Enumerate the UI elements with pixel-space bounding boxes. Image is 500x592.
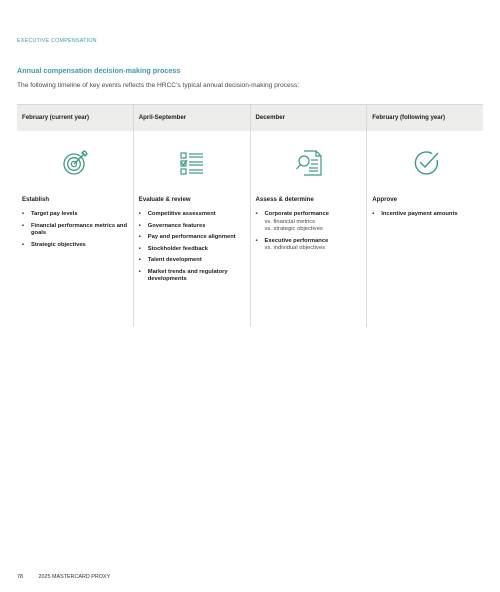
checkmark-circle-icon (411, 148, 441, 178)
item-list (256, 211, 363, 253)
list-item: • Pay and performance alignment (139, 234, 246, 242)
document-name: 2025 MASTERCARD PROXY (38, 574, 111, 580)
list-item: • Executive performance vs. individual objectives (256, 238, 363, 253)
timeline-column-establish (17, 131, 133, 327)
list-item: • Financial performance metrics and goals (22, 223, 129, 238)
page-footer (17, 574, 124, 580)
timeline-header-row (17, 104, 483, 131)
page-number: 78 (17, 574, 23, 580)
list-item-detail: vs. financial metrics (264, 218, 316, 225)
item-list (22, 211, 129, 249)
list-item-detail: vs. strategic objectives (264, 226, 323, 232)
column-title: Evaluate & review (138, 196, 191, 203)
list-item: • Target pay levels (22, 211, 129, 219)
timeline-table (17, 104, 483, 327)
target-icon (60, 148, 90, 178)
list-item: • Corporate performance vs. financial metrics vs. strategic objectives (256, 211, 363, 234)
list-item-detail: vs. individual objectives (264, 245, 326, 251)
list-item: • Governance features (139, 223, 246, 231)
period-header: April-September (133, 105, 250, 131)
section-label: EXECUTIVE COMPENSATION (17, 38, 97, 44)
list-item: • Talent development (139, 257, 246, 265)
list-item: • Incentive payment amounts (372, 211, 479, 219)
list-item: • Stockholder feedback (139, 246, 246, 254)
list-item: • Competitive assessment (139, 211, 246, 219)
checklist-icon (177, 148, 207, 178)
timeline-body-row (17, 131, 483, 327)
item-list (372, 211, 479, 219)
list-item: • Market trends and regulatory developments (139, 269, 246, 284)
item-list (139, 211, 246, 284)
period-header: February (current year) (22, 114, 90, 121)
column-title: Approve (372, 196, 397, 203)
timeline-column-approve (366, 131, 483, 327)
timeline-column-evaluate (133, 131, 250, 327)
list-item: • Strategic objectives (22, 242, 129, 250)
column-title: Establish (22, 196, 50, 203)
document-magnifier-icon (294, 148, 324, 178)
timeline-column-assess (250, 131, 367, 327)
period-header: February (following year) (366, 105, 483, 131)
intro-text: The following timeline of key events reflects the HRCC’s typical annual decision-making process: (17, 82, 300, 89)
page-heading: Annual compensation decision-making process (17, 66, 181, 75)
column-title: Assess & determine (255, 196, 314, 203)
period-header: December (250, 105, 367, 131)
